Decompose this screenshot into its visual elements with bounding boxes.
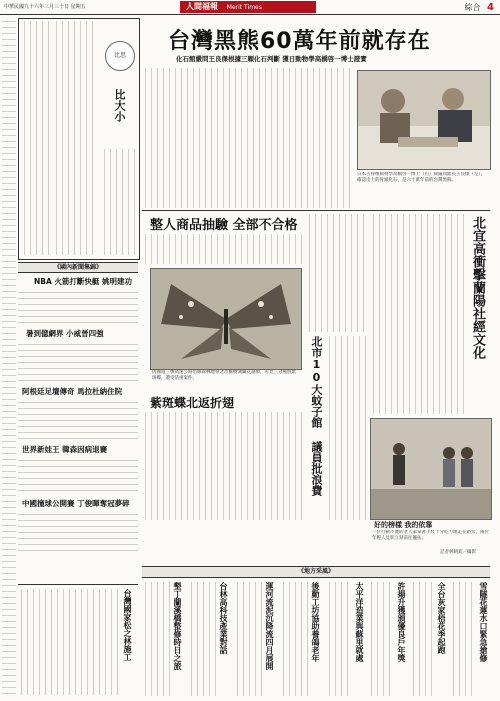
yilan-caption: 一位行動不便的老人家拿著手杖十分吃力地走在路旁，兩位年輕人見狀立刻前往攙扶。 (372, 530, 489, 541)
yilan-caption-title: 好的榜樣 我的依靠 (374, 520, 433, 529)
mosquito-body-top (306, 214, 366, 332)
brief-body-3 (18, 399, 138, 441)
local-item-headline-1: 墾丁蘭溪橋整修時日之旅 (173, 582, 182, 670)
bear-fossil-photo (357, 70, 491, 170)
brief-headline-4: 世界新娃王 韓森因病退賽 (22, 445, 108, 454)
local-item (410, 580, 448, 698)
local-item-body (450, 582, 476, 696)
date-line: 中華民國九十六年三月三十日 星期五 (4, 4, 86, 10)
local-item-headline-8: 雪隧花蓮水口緊急搶修 (479, 582, 488, 662)
top-bar (0, 0, 500, 15)
column-badge: 比思 (113, 52, 126, 59)
brief-headline-5: 中國撞球公開賽 丁俊暉奪冠夢碎 (22, 499, 130, 508)
local-item (142, 580, 186, 698)
local-item-headline-7: 全台灰家梧花季起跑 (437, 582, 446, 654)
brief-body-4 (18, 457, 138, 495)
local-item-headline-3: 運河流泥沉降流四月展開 (265, 582, 274, 670)
butterfly-body-top (142, 234, 302, 264)
local-items (142, 580, 490, 698)
local-item-body (188, 582, 216, 696)
lead-subhead: 化石館嚴問王良傑根據三顆化石判斷 獲日動物學高橋啓一博士證實 (176, 55, 367, 63)
street-illustration (371, 419, 491, 519)
left-margin-column (2, 18, 16, 698)
column-title: 比大小 (113, 89, 126, 122)
butterfly-caption: 因國道三號高速公路沿線森林地帶之沙羅樹開闢花越嶺，可見三分種族紫斑蝶，遭受活重案件。 (152, 370, 296, 381)
brief-body-2 (18, 341, 138, 383)
butterfly-photo (150, 268, 302, 370)
local-item-body (410, 582, 434, 696)
yilan-photo-credit: 記者林朝欽／攝影 (440, 550, 476, 555)
mosquito-headline: 北市10大蚊子館 議員批浪費 (310, 336, 323, 496)
column-box (18, 18, 140, 260)
bottom-left-body (18, 589, 118, 695)
yilan-headline: 北宜高衝擊蘭陽社經文化 (470, 216, 485, 359)
butterfly-caption-headline: 紫斑蝶北返折翅 (150, 396, 235, 410)
local-item (234, 580, 278, 698)
column-text-left (21, 21, 49, 255)
lead-headline: 台灣黑熊60萬年前就存在 (168, 29, 431, 54)
brief-headline-2: 暑到億網界 小威晉四強 (26, 329, 104, 338)
butterfly-body (142, 412, 302, 520)
street-photo (370, 418, 492, 520)
local-item (450, 580, 490, 698)
page-info (464, 2, 494, 13)
masthead-title: 人間福報 (186, 2, 218, 11)
lead-body (142, 68, 352, 208)
local-item (280, 580, 324, 698)
bottom-left-headline: 台灣國家松之林施工 (123, 589, 132, 661)
brief-section (18, 262, 138, 580)
local-band: 《地方采風》 (142, 566, 490, 578)
local-item-body (280, 582, 308, 696)
local-item-headline-4: 後勤工坊協助養鴿老年 (311, 582, 320, 662)
local-item-headline-2: 台林高科技產業對話 (219, 582, 228, 654)
local-item-body (368, 582, 394, 696)
brief-headline-1: NBA 火箭打斷快艇 姚明建功 (34, 277, 133, 286)
divider (142, 210, 490, 211)
bottom-left-story (18, 584, 138, 699)
local-item-body (234, 582, 262, 696)
butterfly-illustration (151, 269, 301, 369)
yilan-body (370, 214, 464, 414)
column-logo (105, 41, 135, 71)
brief-headline-3: 阿根廷足壇傳奇 馬拉杜納住院 (22, 387, 123, 396)
local-item (188, 580, 232, 698)
brief-body-5 (18, 511, 138, 551)
section-name: 綜合 (464, 3, 481, 12)
column-text (53, 21, 97, 255)
masthead (180, 1, 316, 13)
bear-photo-caption: 日本古脊椎動物學高橋啓一博士（右）與嚴問館長王良傑（左），確認出土的骨頭化石，是六十萬年前的台灣黑熊。 (357, 172, 486, 183)
local-item-body (142, 582, 170, 696)
mosquito-body (326, 336, 366, 520)
local-item-headline-5: 太平洋造業與蘇里就處 (355, 582, 364, 662)
local-item-headline-6: 許揚升獲頒優良戶年獎 (397, 582, 406, 662)
brief-body-1 (18, 289, 138, 325)
local-item-body (326, 582, 352, 696)
photo-illustration (358, 71, 490, 169)
masthead-subtitle: Merit Times (226, 4, 262, 11)
brief-section-title: 《國內新聞集錦》 (18, 262, 138, 273)
butterfly-headline: 整人商品抽驗 全部不合格 (150, 218, 298, 233)
local-item (368, 580, 408, 698)
column-text-right (101, 149, 135, 255)
local-item (326, 580, 366, 698)
page-number: 4 (487, 2, 494, 13)
